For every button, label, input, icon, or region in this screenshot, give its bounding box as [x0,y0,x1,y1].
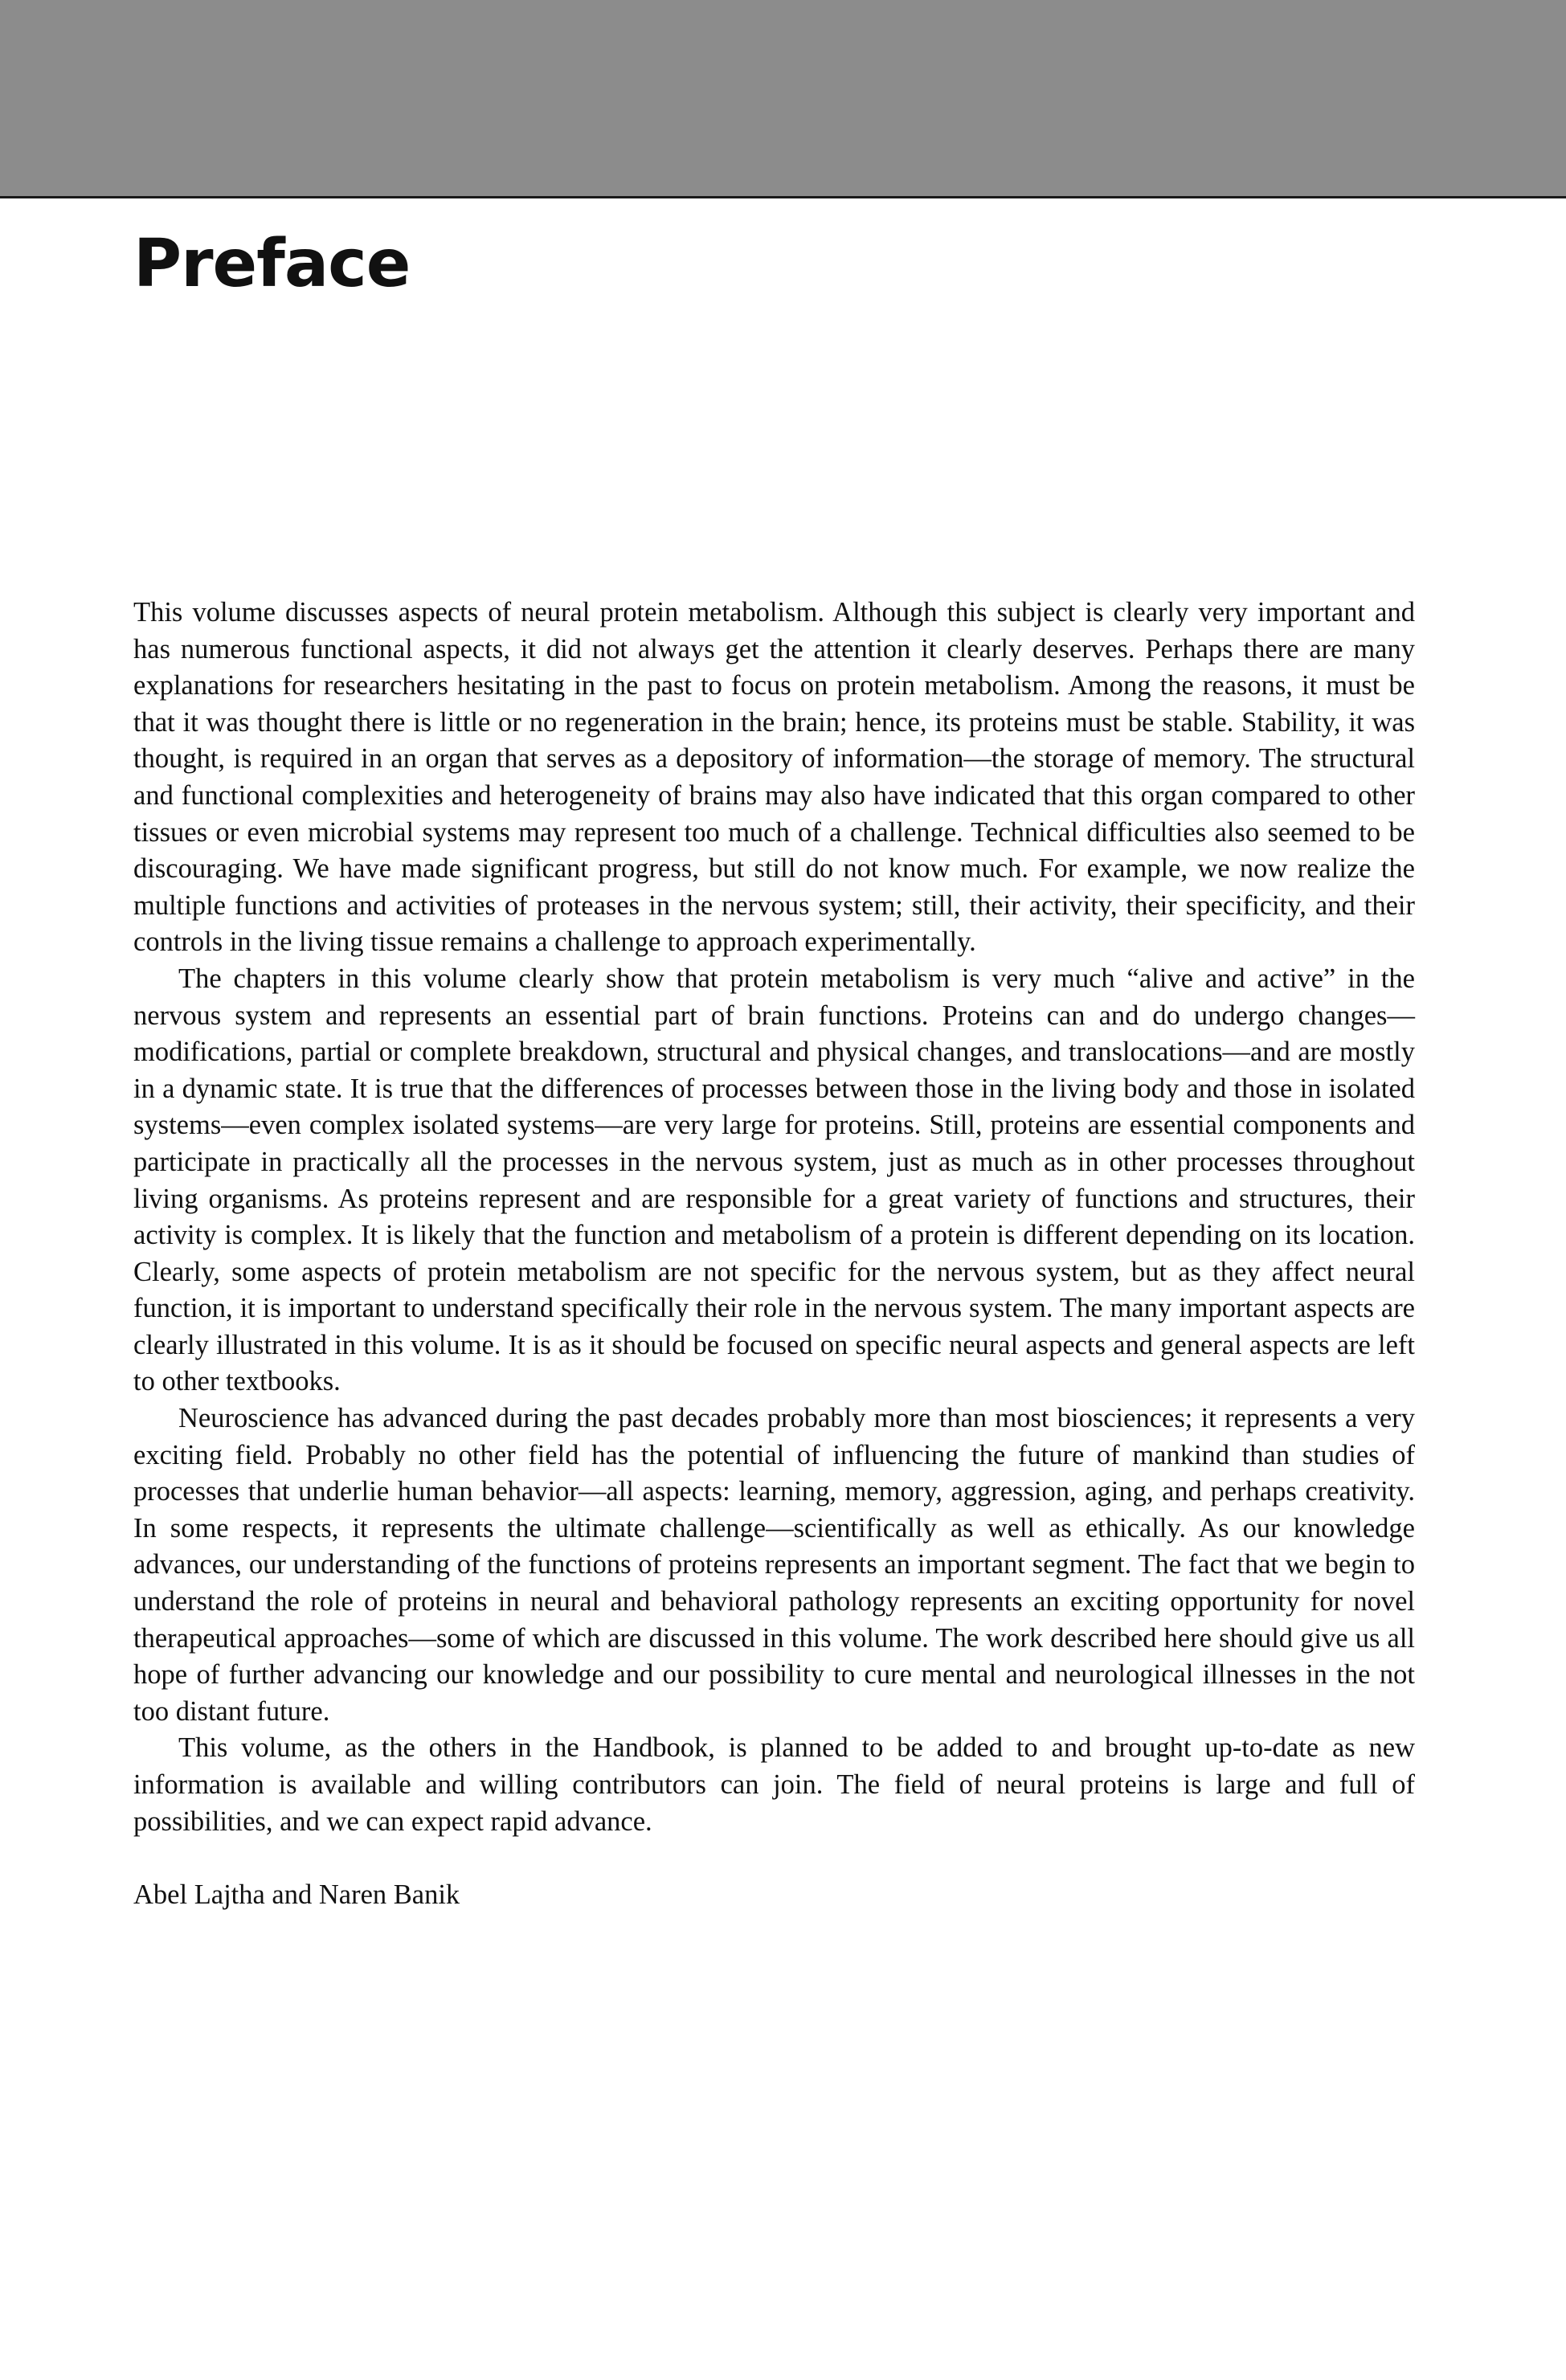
preface-body [133,595,1415,1914]
header-band [0,0,1566,198]
page-title: Preface [133,226,411,302]
paragraph-2: The chapters in this volume clearly show that protein metabolism is very much “alive and active” in the nervous system and represents an essential part of brain functions. Proteins can and do undergo changes—modifications, partial or complete breakdown, structural and physical changes, and translocations—and are mostly in a dynamic state. It is true that the differences of processes between those in the living body and those in isolated systems—even complex isolated systems—are very large for proteins. Still, proteins are essential components and participate in practically all the processes in the nervous system, just as much as in other processes throughout living organisms. As proteins represent and are responsible for a great variety of functions and structures, their activity is complex. It is likely that the function and metabolism of a protein is different depending on its location. Clearly, some aspects of protein metabolism are not specific for the nervous system, but as they affect neural function, it is important to understand specifically their role in the nervous system. The many important aspects are clearly illustrated in this volume. It is as it should be focused on specific neural aspects and general aspects are left to other textbooks. [133,963,1415,1397]
author-signature: Abel Lajtha and Naren Banik [133,1879,460,1911]
paragraph-1: This volume discusses aspects of neural protein metabolism. Although this subject is clearly very important and has numerous functional aspects, it did not always get the attention it clearly deserves. Perhaps there are many explanations for researchers hesitating in the past to focus on protein metabolism. Among the reasons, it must be that it was thought there is little or no regeneration in the brain; hence, its proteins must be stable. Stability, it was thought, is required in an organ that serves as a depository of information—the storage of memory. The structural and functional complexities and heterogeneity of brains may also have indicated that this organ compared to other tissues or even microbial systems may represent too much of a challenge. Technical difficulties also seemed to be discouraging. We have made significant progress, but still do not know much. For example, we now realize the multiple functions and activities of proteases in the nervous system; still, their activity, their specificity, and their controls in the living tissue remains a challenge to approach experimentally. [133,597,1415,958]
paragraph-4: This volume, as the others in the Handbook, is planned to be added to and brought up-to-date as new information is available and willing contributors can join. The field of neural proteins is large and full of possibilities, and we can expect rapid advance. [133,1732,1415,1837]
paragraph-3: Neuroscience has advanced during the past decades probably more than most biosciences; it represents a very exciting field. Probably no other field has the potential of influencing the future of mankind than studies of processes that underlie human behavior—all aspects: learning, memory, aggression, aging, and perhaps creativity. In some respects, it represents the ultimate challenge—scientifically as well as ethically. As our knowledge advances, our understanding of the functions of proteins represents an important segment. The fact that we begin to understand the role of proteins in neural and behavioral pathology represents an exciting opportunity for novel therapeutical approaches—some of which are discussed in this volume. The work described here should give us all hope of further advancing our knowledge and our possibility to cure mental and neurological illnesses in the not too distant future. [133,1403,1415,1727]
